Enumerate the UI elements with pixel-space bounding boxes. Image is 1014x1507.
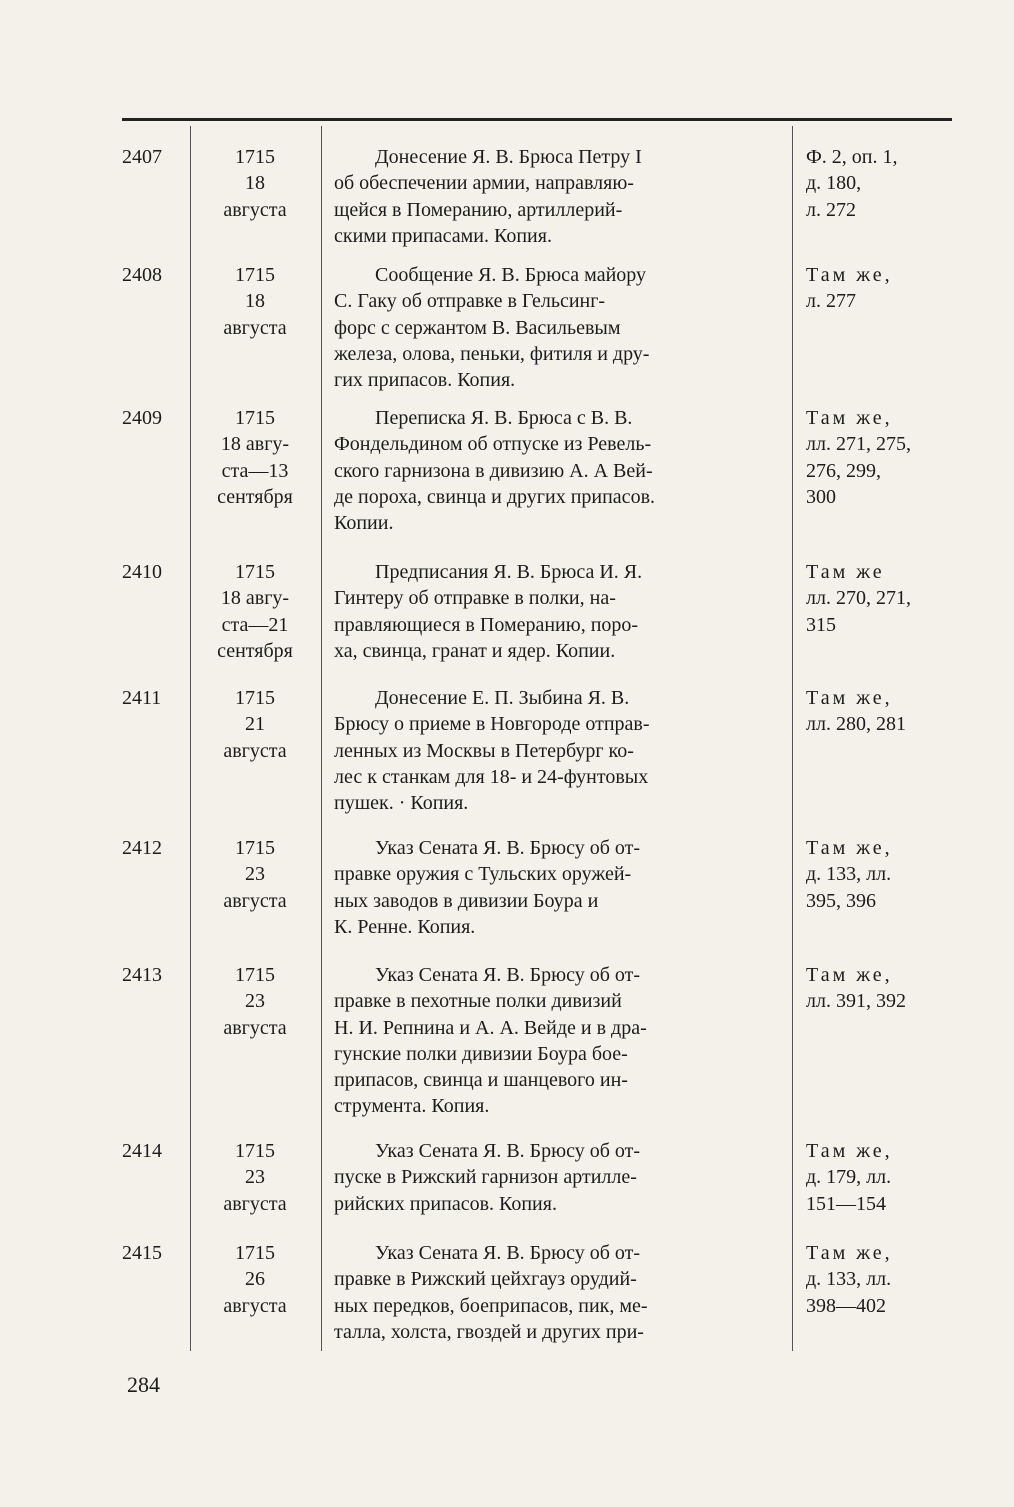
entry-description-line: Н. И. Репнина и А. А. Вейде и в дра- (334, 1016, 647, 1039)
entry-description-line: ных передков, боеприпасов, пик, ме- (334, 1294, 648, 1317)
entry-description (334, 262, 782, 393)
entry-reference-line: д. 133, лл. (806, 1268, 892, 1291)
entry-description-line: струмента. Копия. (334, 1095, 490, 1118)
entry-reference (806, 835, 956, 914)
entry-reference-line: д. 180, (806, 172, 862, 195)
column-divider-2 (321, 126, 322, 1351)
entry-description (334, 1138, 782, 1217)
entry-date-line: августа (223, 1016, 287, 1039)
entry-description-line: пуске в Рижский гарнизон артилле- (334, 1166, 637, 1189)
entry-reference-line: 395, 396 (806, 889, 876, 912)
entry-description (334, 1240, 782, 1345)
entry-description-line: Донесение Е. П. Зыбина Я. В. (375, 687, 630, 709)
entry-reference-line: Там же, (806, 687, 893, 709)
entry-description (334, 962, 782, 1120)
entry-description-line: гих припасов. Копия. (334, 369, 516, 392)
entry-description-line: Сообщение Я. В. Брюса майору (375, 264, 647, 286)
entry-reference (806, 405, 956, 510)
entry-date-line: 18 авгу- (220, 433, 290, 456)
entry-date (196, 405, 314, 510)
entry-number: 2414 (122, 1140, 162, 1162)
entry-description-line: припасов, свинца и шанцевого ин- (334, 1069, 628, 1092)
entry-reference (806, 962, 956, 1015)
entry-date-line: августа (223, 198, 287, 221)
entry-number: 2407 (122, 146, 162, 168)
entry-description-line: ленных из Москвы в Петербург ко- (334, 739, 634, 762)
entry-reference (806, 144, 956, 223)
entry-description-line: ных заводов в дивизии Боура и (334, 889, 599, 912)
entry-date-line: 1715 (235, 1140, 275, 1162)
entry-description-line: талла, холста, гвоздей и других при- (334, 1320, 644, 1343)
entry-reference (806, 262, 956, 315)
entry-date-line: августа (223, 316, 287, 339)
entry-date-line: 1715 (235, 407, 275, 429)
entry-date-line: августа (223, 1294, 287, 1317)
entry-reference-line: д. 133, лл. (806, 863, 892, 886)
entry-description-line: ха, свинца, гранат и ядер. Копии. (334, 639, 616, 662)
entry-date (196, 962, 314, 1041)
entry-date (196, 835, 314, 914)
entry-number: 2415 (122, 1242, 162, 1264)
entry-reference-line: д. 179, лл. (806, 1166, 892, 1189)
entry-date (196, 144, 314, 223)
entry-date-line: 18 (245, 290, 265, 313)
entry-description-line: К. Ренне. Копия. (334, 915, 476, 938)
entry-description-line: правке в пехотные полки дивизий (334, 990, 622, 1013)
entry-date-line: 21 (245, 713, 265, 736)
entry-description-line: Фондельдином об отпуске из Ревель- (334, 433, 652, 456)
entry-reference-line: 300 (806, 485, 836, 508)
column-divider-3 (792, 126, 793, 1351)
entry-date-line: августа (223, 1192, 287, 1215)
entry-description-line: Указ Сената Я. В. Брюсу об от- (375, 964, 641, 986)
entry-date-line: сентября (217, 485, 293, 508)
entry-description-line: правке в Рижский цейхгауз орудий- (334, 1268, 637, 1291)
entry-description (334, 685, 782, 816)
entry-date-line: 1715 (235, 561, 275, 583)
entry-date-line: 23 (245, 1166, 265, 1189)
entry-reference-line: Там же, (806, 1140, 893, 1162)
entry-date-line: августа (223, 739, 287, 762)
entry-reference-line: лл. 271, 275, (806, 433, 911, 456)
entry-description-line: Указ Сената Я. В. Брюсу об от- (375, 1242, 641, 1264)
entry-description-line: правке оружия с Тульских оружей- (334, 863, 632, 886)
entry-reference-line: Там же, (806, 964, 893, 986)
top-rule (122, 118, 952, 121)
entry-date-line: августа (223, 889, 287, 912)
entry-reference-line: Там же, (806, 407, 893, 429)
entry-description-line: ского гарнизона в дивизию А. А Вей- (334, 459, 653, 482)
entry-date-line: сентября (217, 639, 293, 662)
entry-description-line: Гинтеру об отправке в полки, на- (334, 587, 616, 610)
entry-description-line: де пороха, свинца и других припасов. (334, 485, 656, 508)
entry-date-line: 1715 (235, 837, 275, 859)
entry-date-line: 1715 (235, 264, 275, 286)
entry-date-line: 1715 (235, 1242, 275, 1264)
entry-date-line: 23 (245, 990, 265, 1013)
entry-description-line: Брюсу о приеме в Новгороде отправ- (334, 713, 650, 736)
entry-description-line: С. Гаку об отправке в Гельсинг- (334, 290, 606, 313)
entry-description-line: лес к станкам для 18- и 24-фунтовых (334, 765, 649, 788)
entry-description-line: Предписания Я. В. Брюса И. Я. (375, 561, 643, 583)
entry-description-line: Копии. (334, 512, 394, 535)
entry-reference-line: Там же, (806, 264, 893, 286)
column-divider-1 (190, 126, 191, 1351)
entry-reference-line: 151—154 (806, 1192, 886, 1215)
entry-description (334, 144, 782, 249)
entry-date-line: 1715 (235, 964, 275, 986)
entry-date-line: ста—21 (221, 613, 289, 636)
entry-reference (806, 685, 956, 738)
entry-description-line: форс с сержантом В. Васильевым (334, 316, 621, 339)
entry-date (196, 685, 314, 764)
entry-reference (806, 1240, 956, 1319)
page-number: 284 (127, 1372, 160, 1397)
entry-date-line: 1715 (235, 146, 275, 168)
entry-description-line: Указ Сената Я. В. Брюсу об от- (375, 1140, 641, 1162)
entry-number: 2412 (122, 837, 162, 859)
entry-reference-line: Там же, (806, 1242, 893, 1264)
entry-date-line: 26 (245, 1268, 265, 1291)
entry-description-line: Указ Сената Я. В. Брюсу об от- (375, 837, 641, 859)
entry-description-line: пушек. · Копия. (334, 792, 469, 815)
entry-reference (806, 559, 956, 638)
entry-reference-line: лл. 391, 392 (806, 990, 906, 1013)
entry-description-line: гунские полки дивизии Боура бое- (334, 1042, 628, 1065)
entry-reference-line: Ф. 2, оп. 1, (806, 146, 898, 168)
entry-number: 2410 (122, 561, 162, 583)
entry-description (334, 835, 782, 940)
entry-description-line: рийских припасов. Копия. (334, 1192, 557, 1215)
entry-reference-line: л. 272 (806, 198, 856, 221)
entry-description-line: Донесение Я. В. Брюса Петру I (375, 146, 642, 168)
entry-number: 2408 (122, 264, 162, 286)
entry-number: 2411 (122, 687, 162, 709)
entry-date-line: ста—13 (221, 459, 289, 482)
entry-date-line: 23 (245, 863, 265, 886)
entry-reference-line: лл. 270, 271, (806, 587, 911, 610)
entry-date-line: 18 авгу- (220, 587, 290, 610)
entry-reference-line: Там же (806, 561, 885, 583)
entry-description (334, 559, 782, 664)
entry-date (196, 559, 314, 664)
entry-date (196, 1138, 314, 1217)
entry-number: 2413 (122, 964, 162, 986)
entry-reference-line: 315 (806, 613, 836, 636)
entry-reference (806, 1138, 956, 1217)
entry-reference-line: 276, 299, (806, 459, 881, 482)
entry-reference-line: Там же, (806, 837, 893, 859)
entry-description-line: щейся в Померанию, артиллерий- (334, 198, 623, 221)
entry-description-line: об обеспечении армии, направляю- (334, 172, 634, 195)
entry-description (334, 405, 782, 536)
entry-date (196, 262, 314, 341)
entry-description-line: правляющиеся в Померанию, поро- (334, 613, 639, 636)
entry-reference-line: 398—402 (806, 1294, 886, 1317)
entry-number: 2409 (122, 407, 162, 429)
entry-date-line: 18 (245, 172, 265, 195)
entry-reference-line: л. 277 (806, 290, 856, 313)
entry-description-line: Переписка Я. В. Брюса с В. В. (375, 407, 633, 429)
entry-description-line: скими припасами. Копия. (334, 224, 552, 247)
entry-date-line: 1715 (235, 687, 275, 709)
entry-date (196, 1240, 314, 1319)
entry-description-line: железа, олова, пеньки, фитиля и дру- (334, 342, 650, 365)
entry-reference-line: лл. 280, 281 (806, 713, 906, 736)
